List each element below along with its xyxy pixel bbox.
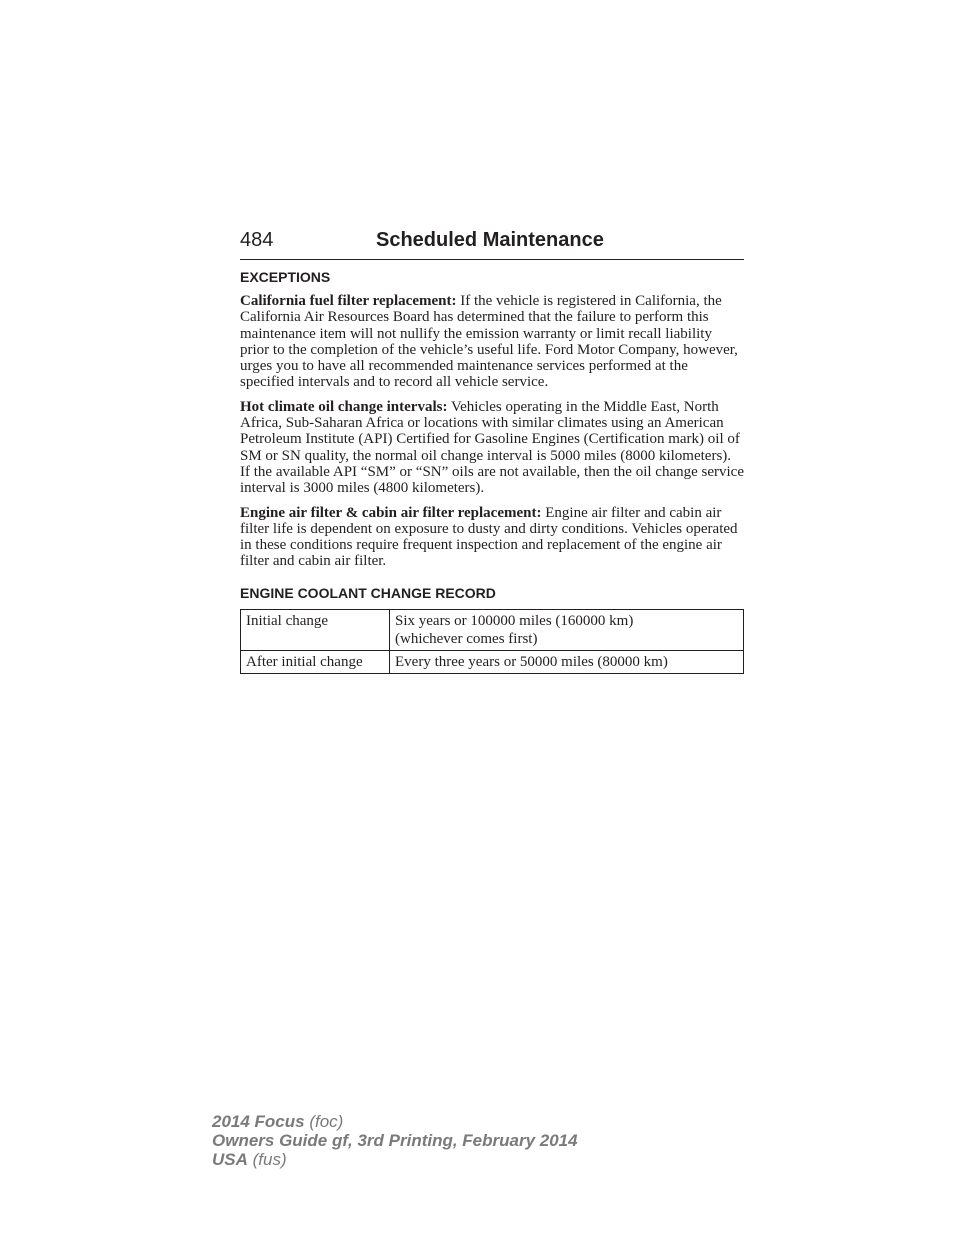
footer-model: 2014 Focus xyxy=(212,1112,305,1131)
page-footer xyxy=(212,1112,578,1169)
exceptions-heading: EXCEPTIONS xyxy=(240,269,331,285)
page-number: 484 xyxy=(240,229,274,251)
footer-line-2 xyxy=(212,1131,578,1150)
footer-guide-info: Owners Guide gf, 3rd Printing, February 2014 xyxy=(212,1131,578,1150)
footer-market-code: (fus) xyxy=(247,1150,287,1169)
footer-line-3 xyxy=(212,1150,578,1169)
table-row xyxy=(241,650,744,673)
table-cell-value: Every three years or 50000 miles (80000 km) xyxy=(390,650,744,673)
exception-label: Hot climate oil change intervals: xyxy=(240,398,448,415)
table-cell-value xyxy=(390,609,744,650)
exception-text: Engine air filter and cabin air filter life is dependent on exposure to dusty and dirty conditions. Vehicles operated in these conditions require frequent inspection and replacement of the engine air filter and cabin air filter. xyxy=(240,504,738,570)
table-cell-label: After initial change xyxy=(241,650,390,673)
exception-air-filter xyxy=(240,505,744,570)
exception-california-fuel-filter xyxy=(240,293,744,391)
exception-text: Vehicles operating in the Middle East, North Africa, Sub-Saharan Africa or locations with similar climates using an American Petroleum Institute (API) Certified for Gasoline Engines (Certification mark) oil of SM or SN quality, the normal oil change interval is 5000 miles (8000 kilometers). xyxy=(240,398,740,464)
footer-market: USA xyxy=(212,1150,248,1169)
exception-hot-climate-oil xyxy=(240,399,744,464)
value-line: (whichever comes first) xyxy=(395,630,538,647)
coolant-change-table xyxy=(240,609,744,674)
coolant-heading: ENGINE COOLANT CHANGE RECORD xyxy=(240,584,496,601)
footer-model-code: (foc) xyxy=(304,1112,344,1131)
section-title: Scheduled Maintenance xyxy=(376,229,604,251)
footer-line-1 xyxy=(212,1112,578,1131)
exception-hot-climate-oil-extra: If the available API “SM” or “SN” oils are not available, then the oil change service interval is 3000 miles (4800 kilometers). xyxy=(240,463,744,497)
page-header xyxy=(240,229,744,260)
value-line: Six years or 100000 miles (160000 km) xyxy=(395,612,634,629)
table-row xyxy=(241,609,744,650)
table-cell-label: Initial change xyxy=(241,609,390,650)
page-content xyxy=(240,268,744,674)
exception-text: If the vehicle is registered in California, the California Air Resources Board has determined that the failure to perform this maintenance item will not nullify the emission warranty or limit recall liability prior to the completion of the vehicle’s useful life. Ford Motor Company, however, urges you to have all recommended maintenance services performed at the specified intervals and to record all vehicle service. xyxy=(240,293,738,391)
exception-label: California fuel filter replacement: xyxy=(240,293,457,309)
exception-label: Engine air filter & cabin air filter replacement: xyxy=(240,504,542,521)
